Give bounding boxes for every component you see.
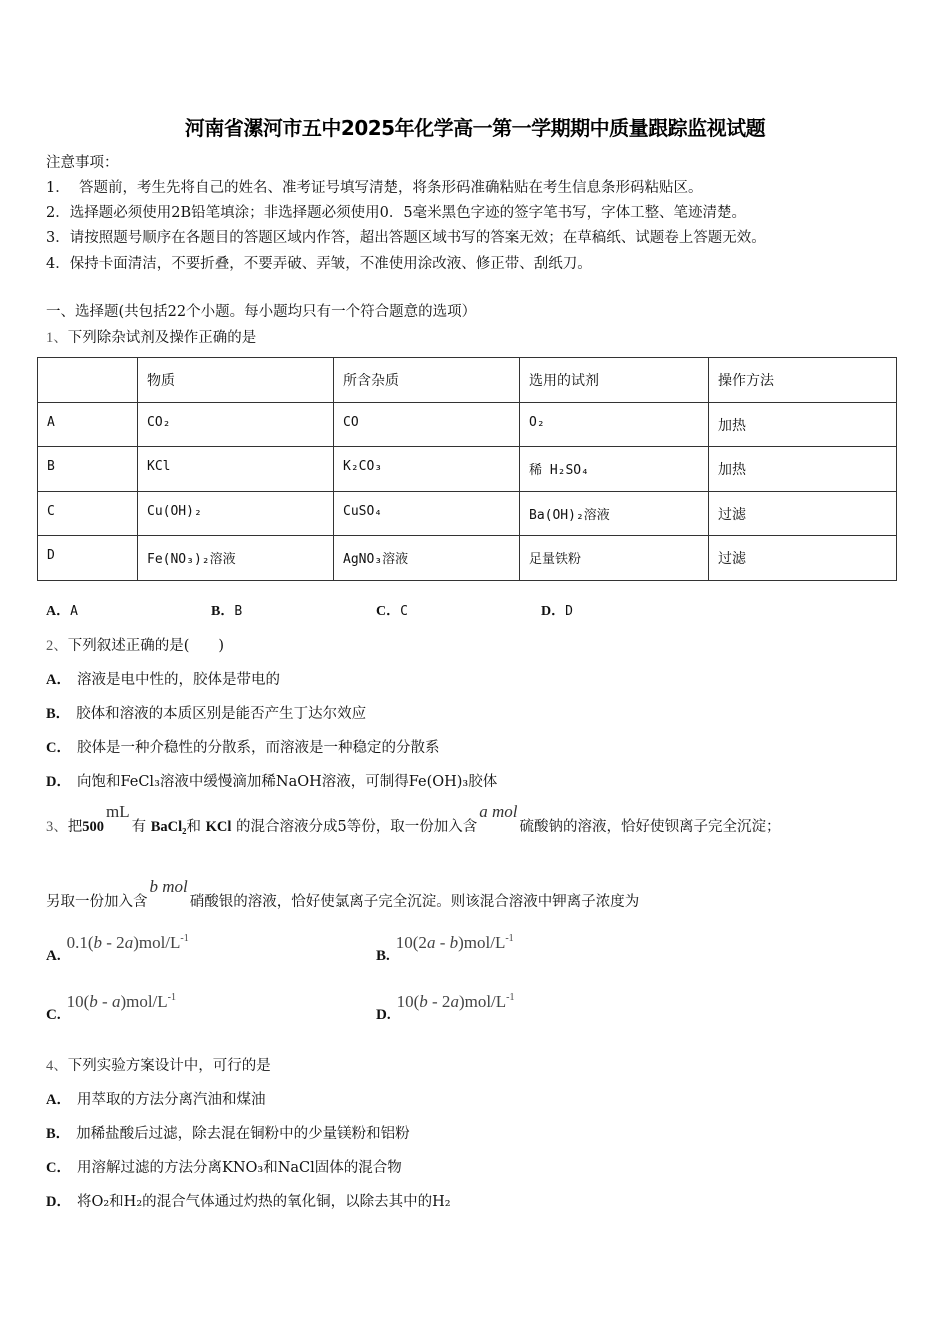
notice-number: 3． xyxy=(46,230,70,246)
question-text: 把 xyxy=(67,819,83,835)
table-header-cell: 操作方法 xyxy=(709,358,897,403)
method-cell: 加热 xyxy=(709,447,897,492)
table-header-row xyxy=(38,358,897,403)
formula-exponent: -1 xyxy=(167,992,176,1003)
formula-part: - 2 xyxy=(427,992,451,1011)
table-header-cell: 所含杂质 xyxy=(334,358,520,403)
question-text: 下列叙述正确的是( ) xyxy=(67,638,225,654)
question-text: 的混合溶液分成5等份，取一份加入含 xyxy=(236,819,478,835)
volume-value: 500 xyxy=(82,819,104,835)
table-row xyxy=(38,491,897,536)
formula-exponent: -1 xyxy=(505,933,514,944)
option-text: 胶体和溶液的本质区别是能否产生丁达尔效应 xyxy=(76,706,367,722)
notice-text: 请按照题号顺序在各题目的答题区域内作答，超出答题区域书写的答案无效；在草稿纸、试题卷上答题无效。 xyxy=(69,230,766,246)
q1-option-b[interactable] xyxy=(211,600,242,620)
option-label: C． xyxy=(46,1160,71,1176)
row-label: C xyxy=(38,491,138,536)
impurity-cell: CO xyxy=(334,402,520,447)
formula-var: b xyxy=(89,992,98,1011)
formula-part: )mol/L xyxy=(133,933,181,952)
notice-item-2 xyxy=(46,201,746,222)
formula-exponent: -1 xyxy=(180,933,189,944)
reagent-cell: 稀 H₂SO₄ xyxy=(520,447,709,492)
substance-cell: CO₂ xyxy=(138,402,334,447)
formula xyxy=(396,933,514,953)
question-3-stem-line1 xyxy=(46,802,781,836)
method-cell: 过滤 xyxy=(709,491,897,536)
option-label: D． xyxy=(46,774,71,790)
option-label: B． xyxy=(211,604,235,619)
formula-var: a xyxy=(450,992,459,1011)
impurity-cell: K₂CO₃ xyxy=(334,447,520,492)
formula-exponent: -1 xyxy=(506,992,515,1003)
formula-var: b xyxy=(419,992,428,1011)
q1-option-d[interactable] xyxy=(541,600,573,620)
formula-part: 10( xyxy=(396,992,420,1011)
formula-part: 0.1( xyxy=(66,933,94,952)
notice-item-3 xyxy=(46,226,766,247)
option-label: B. xyxy=(376,948,390,964)
section-heading: 一、选择题(共包括22个小题。每小题均只有一个符合题意的选项） xyxy=(46,304,477,320)
table-row xyxy=(38,447,897,492)
question-number: 2、 xyxy=(46,638,68,654)
formula-var: a xyxy=(111,992,121,1011)
option-text: 用溶解过滤的方法分离KNO₃和NaCl固体的混合物 xyxy=(76,1160,402,1176)
formula-var: b xyxy=(93,933,103,952)
q2-option-b[interactable] xyxy=(46,702,366,723)
question-text: 和 xyxy=(186,819,201,835)
formula-part: )mol/L xyxy=(458,992,507,1011)
substance-cell: Fe(NO₃)₂溶液 xyxy=(138,536,334,581)
formula-part: - xyxy=(97,992,112,1011)
option-label: B． xyxy=(46,706,71,722)
option-label: B． xyxy=(46,1126,71,1142)
method-cell: 加热 xyxy=(709,402,897,447)
q4-option-a[interactable] xyxy=(46,1088,265,1109)
question-number: 4、 xyxy=(46,1058,68,1074)
question-1-stem xyxy=(46,326,256,347)
row-label: D xyxy=(38,536,138,581)
amount-a xyxy=(479,802,517,822)
formula-var: b xyxy=(449,933,459,952)
option-text: D xyxy=(565,604,573,619)
q2-option-c[interactable] xyxy=(46,736,439,757)
reagent-cell: 足量铁粉 xyxy=(520,536,709,581)
q3-option-d[interactable] xyxy=(376,992,515,1024)
option-label: C． xyxy=(376,604,401,619)
option-label: A． xyxy=(46,1092,71,1108)
table-row xyxy=(38,536,897,581)
formula-var: a xyxy=(124,933,134,952)
formula-part: )mol/L xyxy=(458,933,506,952)
question-2-stem xyxy=(46,634,224,655)
impurity-cell: CuSO₄ xyxy=(334,491,520,536)
method-cell: 过滤 xyxy=(709,536,897,581)
formula xyxy=(67,933,189,953)
question-4-stem xyxy=(46,1054,271,1075)
question-text: 另取一份加入含 xyxy=(46,894,148,910)
question-text: 下列实验方案设计中，可行的是 xyxy=(67,1058,271,1074)
reagent-cell: Ba(OH)₂溶液 xyxy=(520,491,709,536)
q4-option-b[interactable] xyxy=(46,1122,410,1143)
option-label: D. xyxy=(376,1007,391,1023)
q2-option-a[interactable] xyxy=(46,668,280,689)
question-text: 硝酸银的溶液，恰好使氯离子完全沉淀。则该混合溶液中钾离子浓度为 xyxy=(189,894,640,910)
option-label: C． xyxy=(46,740,71,756)
notice-text: 选择题必须使用2B铅笔填涂；非选择题必须使用0．5毫米黑色字迹的签字笔书写，字体工整、笔迹清楚。 xyxy=(69,205,747,221)
formula-part: )mol/L xyxy=(120,992,168,1011)
reagent-cell: O₂ xyxy=(520,402,709,447)
option-label: A． xyxy=(46,672,71,688)
table-header-cell: 物质 xyxy=(138,358,334,403)
q4-option-d[interactable] xyxy=(46,1190,451,1211)
question-text: 下列除杂试剂及操作正确的是 xyxy=(67,330,257,346)
notice-number: 2． xyxy=(46,205,70,221)
impurity-cell: AgNO₃溶液 xyxy=(334,536,520,581)
page-title: 河南省漯河市五中2025年化学高一第一学期期中质量跟踪监视试题 xyxy=(184,116,766,140)
question-text: 有 xyxy=(131,819,147,835)
notice-item-1 xyxy=(46,176,702,197)
option-label: A. xyxy=(46,948,61,964)
question-number: 1、 xyxy=(46,330,68,346)
table-row xyxy=(38,402,897,447)
notice-item-4 xyxy=(46,252,592,273)
volume-unit: mL xyxy=(106,802,130,821)
amount-b-text: b mol xyxy=(149,877,188,896)
notice-text: 保持卡面清洁，不要折叠，不要弄破、弄皱，不准使用涂改液、修正带、刮纸刀。 xyxy=(69,256,592,272)
row-label: A xyxy=(38,402,138,447)
impurity-removal-table xyxy=(37,357,897,581)
substance-cell: Cu(OH)₂ xyxy=(138,491,334,536)
q3-option-a[interactable] xyxy=(46,933,189,965)
notice-text: 答题前，考生先将自己的姓名、准考证号填写清楚，将条形码准确粘贴在考生信息条形码粘贴区。 xyxy=(78,180,703,196)
formula-part: - xyxy=(435,933,450,952)
option-text: 加稀盐酸后过滤，除去混在铜粉中的少量镁粉和铝粉 xyxy=(76,1126,410,1142)
q4-option-c[interactable] xyxy=(46,1156,402,1177)
option-label: C. xyxy=(46,1007,61,1023)
formula xyxy=(397,992,515,1012)
option-text: 溶液是电中性的，胶体是带电的 xyxy=(76,672,280,688)
formula-part: 10(2 xyxy=(395,933,427,952)
question-3-stem-line2 xyxy=(46,877,640,911)
option-text: 向饱和FeCl₃溶液中缓慢滴加稀NaOH溶液，可制得Fe(OH)₃胶体 xyxy=(76,774,498,790)
table-header-cell: 选用的试剂 xyxy=(520,358,709,403)
q2-option-d[interactable] xyxy=(46,770,497,791)
row-label: B xyxy=(38,447,138,492)
q1-option-c[interactable] xyxy=(376,600,408,620)
question-text: 硫酸钠的溶液，恰好使钡离子完全沉淀； xyxy=(519,819,781,835)
amount-a-text: a mol xyxy=(479,802,518,821)
option-text: 将O₂和H₂的混合气体通过灼热的氧化铜，以除去其中的H₂ xyxy=(76,1194,451,1210)
table-header-cell xyxy=(38,358,138,403)
q3-option-b[interactable] xyxy=(376,933,514,965)
solute-1: BaCl₂ xyxy=(150,819,187,835)
option-text: C xyxy=(400,604,408,619)
q3-option-c[interactable] xyxy=(46,992,176,1024)
option-text: B xyxy=(234,604,243,619)
option-text: A xyxy=(70,604,78,619)
option-label: D． xyxy=(46,1194,71,1210)
option-text: 胶体是一种介稳性的分散系，而溶液是一种稳定的分散系 xyxy=(76,740,440,756)
formula-part: 10( xyxy=(66,992,90,1011)
notice-number: 4． xyxy=(46,256,70,272)
q1-option-a[interactable] xyxy=(46,600,78,620)
solute-2: KCl xyxy=(205,819,232,835)
amount-b xyxy=(150,877,188,897)
formula-var: a xyxy=(426,933,436,952)
option-label: D． xyxy=(541,604,566,619)
formula xyxy=(67,992,176,1012)
option-text: 用萃取的方法分离汽油和煤油 xyxy=(76,1092,266,1108)
notice-heading: 注意事项： xyxy=(46,155,119,171)
question-number: 3、 xyxy=(46,819,68,835)
option-label: A． xyxy=(46,604,71,619)
substance-cell: KCl xyxy=(138,447,334,492)
notice-number: 1． xyxy=(46,180,70,196)
formula-part: - 2 xyxy=(102,933,125,952)
